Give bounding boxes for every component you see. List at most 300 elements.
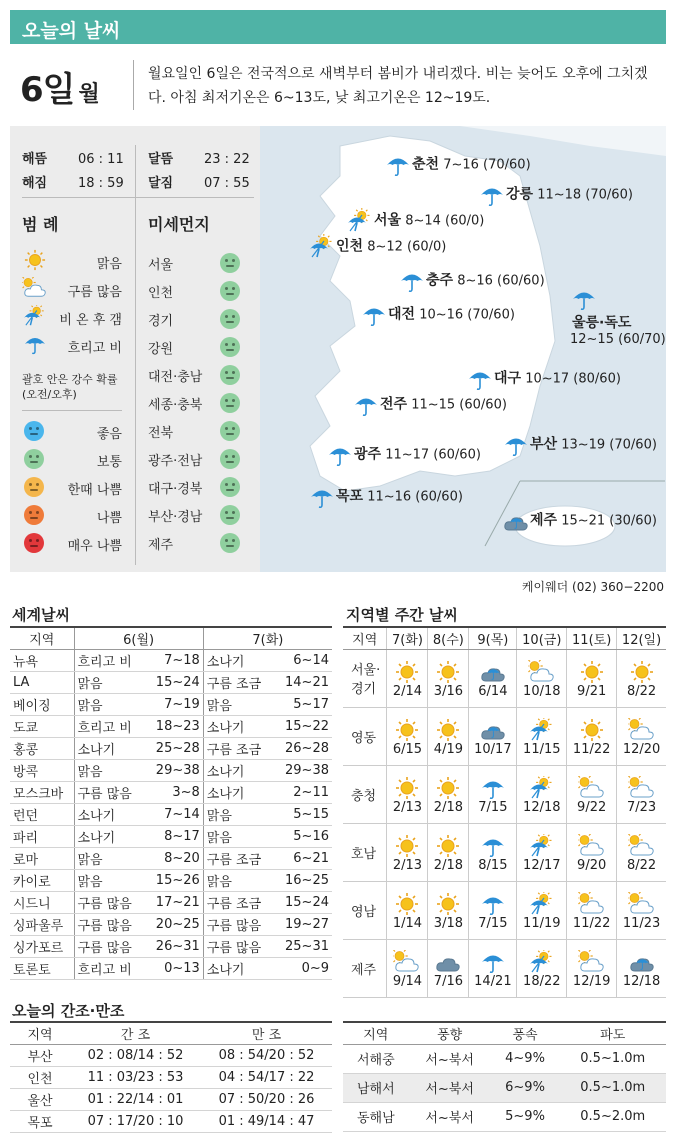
dust-face-icon [220, 421, 240, 441]
weekly-cell [517, 881, 567, 939]
header-title: 오늘의 날씨 [22, 20, 121, 42]
world-header-day2: 7(화) [203, 627, 332, 649]
legend-icon [22, 333, 48, 357]
umbrella-icon [502, 432, 530, 458]
world-cell: 맑음 [203, 869, 274, 891]
fine-dust-row [148, 502, 246, 528]
dust-level-label: 좋음 [96, 427, 122, 442]
weekly-cell [387, 939, 428, 997]
map-city-name: 대전 [388, 306, 416, 323]
world-cell: 맑음 [74, 759, 145, 781]
sea-cell: 서~북서 [409, 1044, 491, 1073]
probability-note: 괄호 안은 강수 확률 (오전/오후) [22, 373, 118, 401]
world-cell: 26~28 [274, 737, 332, 759]
world-cell: 16~25 [274, 869, 332, 891]
weekly-cell [387, 765, 428, 823]
table-row [343, 939, 666, 997]
weekly-temp: 10/18 [523, 683, 561, 699]
world-cell: 14~21 [274, 671, 332, 693]
map-city-value: 8~16 (60/60) [453, 273, 545, 289]
fine-dust-row [148, 334, 246, 360]
table-row [10, 891, 332, 913]
weekly-cell [567, 765, 617, 823]
map-city-name: 울릉·독도 [572, 315, 632, 331]
moonset: 달짐 07 : 55 [148, 176, 250, 191]
dust-level-item [22, 530, 122, 556]
world-cell: 카이로 [10, 869, 74, 891]
dust-level-label: 나쁨 [96, 511, 122, 526]
weekly-temp: 6/15 [392, 741, 423, 757]
legend-label: 구름 많음 [67, 285, 122, 300]
world-cell: 시드니 [10, 891, 74, 913]
fine-dust-region: 세종·충북 [148, 398, 203, 413]
fine-dust-row [148, 362, 246, 388]
map-city [570, 286, 666, 347]
weekly-cell [469, 939, 517, 997]
world-weather-title: 세계날씨 [12, 606, 70, 624]
weekly-header: 11(토) [567, 627, 617, 649]
fine-dust-region: 전북 [148, 426, 174, 441]
world-cell: LA [10, 671, 74, 693]
map-city-value: 8~12 (60/0) [363, 239, 447, 255]
table-row [10, 671, 332, 693]
world-cell: 15~24 [274, 891, 332, 913]
weekly-cell [617, 649, 666, 707]
umbrella-icon [479, 776, 507, 800]
tide-cell: 울산 [10, 1088, 70, 1110]
map-city [398, 268, 545, 294]
world-cell: 런던 [10, 803, 74, 825]
sea-cell: 동해남 [343, 1102, 409, 1131]
umbrella-icon [466, 366, 494, 392]
umbrella-icon [479, 950, 507, 974]
sun-icon [578, 660, 606, 684]
table-row [10, 1066, 332, 1088]
weekly-cell [428, 765, 469, 823]
weekly-region: 제주 [343, 939, 387, 997]
table-row [10, 803, 332, 825]
weekly-weather-title: 지역별 주간 날씨 [346, 606, 458, 624]
cloud-icon [434, 950, 462, 974]
fine-dust-row [148, 250, 246, 276]
weekly-temp: 11/19 [523, 915, 561, 931]
fine-dust-row [148, 306, 246, 332]
cloud-sun-icon [578, 950, 606, 974]
weekly-temp: 9/21 [577, 683, 607, 699]
world-cell: 20~25 [145, 913, 204, 935]
rain-then-clear-icon [528, 776, 556, 800]
table-row [10, 825, 332, 847]
date-day: 6일 [20, 70, 75, 110]
map-city-icon [502, 432, 530, 458]
world-cell: 소나기 [203, 781, 274, 803]
world-cell: 맑음 [203, 693, 274, 715]
dust-face-icon [24, 477, 44, 497]
cloud-sun-icon [393, 950, 421, 974]
fine-dust-region: 강원 [148, 342, 174, 357]
map-city-value: 11~16 (60/60) [363, 489, 463, 505]
weekly-cell [517, 649, 567, 707]
sea-cell: 5~9% [491, 1102, 560, 1131]
weekly-cell [617, 881, 666, 939]
world-cell: 로마 [10, 847, 74, 869]
world-cell: 맑음 [74, 847, 145, 869]
weekly-cell [387, 649, 428, 707]
weekly-cell [567, 939, 617, 997]
sun-icon [628, 660, 656, 684]
tide-cell: 부산 [10, 1044, 70, 1066]
sea-header: 풍향 [409, 1022, 491, 1044]
map-city [352, 392, 507, 418]
world-cell: 6~21 [274, 847, 332, 869]
world-cell: 25~28 [145, 737, 204, 759]
tide-cell: 07 : 50/20 : 26 [201, 1088, 332, 1110]
weekly-cell [617, 707, 666, 765]
world-cell: 흐리고 비 [74, 957, 145, 979]
table-row [343, 1044, 666, 1073]
world-cell: 방콕 [10, 759, 74, 781]
weekly-temp: 8/22 [626, 857, 657, 873]
dust-face-icon [220, 393, 240, 413]
sun-icon [434, 660, 462, 684]
weekly-region: 영동 [343, 707, 387, 765]
weekly-temp: 7/16 [433, 973, 463, 989]
legend-icon [22, 249, 48, 273]
world-cell: 구름 조금 [203, 737, 274, 759]
map-city-name: 인천 [336, 238, 364, 255]
table-row [10, 1088, 332, 1110]
sun-icon [22, 249, 48, 271]
tide-cell: 08 : 54/20 : 52 [201, 1044, 332, 1066]
table-row [10, 957, 332, 979]
tide-cell: 02 : 08/14 : 52 [70, 1044, 201, 1066]
map-city-value: 8~14 (60/0) [401, 213, 485, 229]
dust-level-item [22, 446, 122, 472]
moonrise: 달뜸 23 : 22 [148, 152, 250, 167]
world-cell: 15~24 [145, 671, 204, 693]
map-city-name: 대구 [494, 370, 522, 387]
world-cell: 15~26 [145, 869, 204, 891]
dust-level-item [22, 474, 122, 500]
weekly-header: 12(일) [617, 627, 666, 649]
weekly-cell [617, 765, 666, 823]
weekly-temp: 14/21 [474, 973, 512, 989]
fine-dust-region: 서울 [148, 258, 174, 273]
world-cell: 19~27 [274, 913, 332, 935]
map-city-value: 11~18 (70/60) [533, 187, 633, 203]
world-cell: 29~38 [145, 759, 204, 781]
weekly-cell [517, 765, 567, 823]
umbrella-icon [352, 392, 380, 418]
date-display [20, 62, 99, 111]
map-city-name: 제주 [530, 512, 558, 529]
world-cell: 도쿄 [10, 715, 74, 737]
umbrella-icon [479, 892, 507, 916]
rain-then-clear-icon [528, 834, 556, 858]
map-city [384, 152, 531, 178]
world-cell: 맑음 [74, 671, 145, 693]
tide-header-low: 간 조 [70, 1022, 201, 1044]
weekly-temp: 2/18 [433, 799, 463, 815]
map-city-icon [360, 302, 388, 328]
world-cell: 홍콩 [10, 737, 74, 759]
fine-dust-region: 인천 [148, 286, 174, 301]
sun-icon [393, 776, 421, 800]
map-city-icon [398, 268, 426, 294]
weekly-temp: 8/22 [626, 683, 657, 699]
tide-table [10, 1021, 332, 1133]
rain-then-clear-icon [346, 208, 374, 234]
weekly-temp: 1/14 [392, 915, 423, 931]
table-row [10, 693, 332, 715]
weekly-temp: 9/22 [577, 799, 607, 815]
weekly-cell [617, 939, 666, 997]
weekly-cell [469, 707, 517, 765]
map-city [308, 484, 463, 510]
table-row [10, 1044, 332, 1066]
dust-face-icon [24, 421, 44, 441]
dust-face-icon [220, 281, 240, 301]
table-row [10, 715, 332, 737]
weekly-temp: 6/14 [478, 683, 508, 699]
world-cell: 베이징 [10, 693, 74, 715]
weather-summary: 월요일인 6일은 전국적으로 새벽부터 봄비가 내리겠다. 비는 늦어도 오후에 그치겠다. 아침 최저기온은 6~13도, 낮 최고기온은 12~19도. [148, 66, 648, 106]
map-city-icon [326, 442, 354, 468]
world-cell: 구름 많음 [74, 781, 145, 803]
weekly-cell [567, 649, 617, 707]
dust-face-icon [220, 253, 240, 273]
sea-cell: 0.5~1.0m [559, 1044, 666, 1073]
weekly-temp: 8/15 [478, 857, 508, 873]
world-cell: 모스크바 [10, 781, 74, 803]
rain-then-clear-icon [22, 305, 48, 327]
world-cell: 맑음 [74, 869, 145, 891]
table-row [343, 649, 666, 707]
table-row [343, 881, 666, 939]
cloud-sun-icon [578, 834, 606, 858]
map-city [502, 432, 657, 458]
cloud-sun-icon [628, 776, 656, 800]
map-city [466, 366, 621, 392]
cloud-rain-icon [502, 508, 530, 534]
weekly-temp: 12/19 [572, 973, 611, 989]
weekly-temp: 18/22 [523, 973, 561, 989]
world-cell: 7~18 [145, 649, 204, 671]
world-cell: 구름 조금 [203, 847, 274, 869]
map-city-value: 15~21 (30/60) [557, 513, 657, 529]
weekly-cell [387, 707, 428, 765]
sea-table [343, 1021, 666, 1132]
rain-then-clear-icon [528, 892, 556, 916]
weekly-temp: 12/18 [622, 973, 661, 989]
rain-then-clear-icon [528, 718, 556, 742]
world-cell: 15~22 [274, 715, 332, 737]
world-header-day1: 6(월) [74, 627, 203, 649]
world-cell: 싱가포르 [10, 935, 74, 957]
weekly-temp: 2/14 [392, 683, 423, 699]
map-city-icon [384, 152, 412, 178]
legend-label: 맑음 [96, 257, 122, 272]
table-row [10, 781, 332, 803]
map-city-icon [478, 182, 506, 208]
weekly-cell [469, 649, 517, 707]
world-cell: 뉴욕 [10, 649, 74, 671]
tide-cell: 04 : 54/17 : 22 [201, 1066, 332, 1088]
world-cell: 25~31 [274, 935, 332, 957]
weekly-header: 지역 [343, 627, 387, 649]
weekly-temp: 7/15 [478, 915, 508, 931]
tide-header-region: 지역 [10, 1022, 70, 1044]
umbrella-icon [308, 484, 336, 510]
world-cell: 흐리고 비 [74, 649, 145, 671]
dust-level-item [22, 502, 122, 528]
fine-dust-row [148, 418, 246, 444]
weekly-temp: 9/20 [577, 857, 607, 873]
fine-dust-row [148, 278, 246, 304]
cloud-rain-icon [479, 718, 507, 742]
fine-dust-title: 미세먼지 [148, 215, 210, 234]
weekly-temp: 9/14 [392, 973, 423, 989]
legend-item [22, 332, 122, 358]
fine-dust-region: 대전·충남 [148, 370, 203, 385]
legend-label: 비 온 후 갬 [59, 313, 122, 328]
sea-cell: 0.5~2.0m [559, 1102, 666, 1131]
sea-cell: 0.5~1.0m [559, 1073, 666, 1102]
date-weekday: 월 [78, 82, 99, 107]
tide-cell: 11 : 03/23 : 53 [70, 1066, 201, 1088]
fine-dust-row [148, 390, 246, 416]
weekly-cell [469, 765, 517, 823]
weekly-temp: 3/18 [433, 915, 463, 931]
table-row [343, 1073, 666, 1102]
world-cell: 소나기 [74, 825, 145, 847]
legend-label: 흐리고 비 [67, 341, 122, 356]
weekly-region: 서울· 경기 [343, 649, 387, 707]
umbrella-icon [478, 182, 506, 208]
world-cell: 5~17 [274, 693, 332, 715]
map-city-value: 7~16 (70/60) [439, 157, 531, 173]
fine-dust-region: 경기 [148, 314, 174, 329]
weekly-region: 호남 [343, 823, 387, 881]
fine-dust-region: 대구·경북 [148, 482, 203, 497]
weekly-temp: 7/23 [626, 799, 657, 815]
map-city-icon [308, 484, 336, 510]
table-row [10, 649, 332, 671]
weekly-cell [428, 707, 469, 765]
weekly-region: 충청 [343, 765, 387, 823]
map-city-name: 전주 [380, 396, 408, 413]
world-cell: 소나기 [74, 737, 145, 759]
weekly-cell [567, 823, 617, 881]
table-row [10, 869, 332, 891]
world-cell: 흐리고 비 [74, 715, 145, 737]
sea-cell: 남해서 [343, 1073, 409, 1102]
sun-icon [434, 892, 462, 916]
legend-item [22, 248, 122, 274]
fine-dust-region: 광주·전남 [148, 454, 203, 469]
dust-level-label: 매우 나쁨 [67, 539, 122, 554]
weekly-header: 7(화) [387, 627, 428, 649]
world-cell: 6~14 [274, 649, 332, 671]
weekly-cell [469, 881, 517, 939]
cloud-sun-icon [628, 834, 656, 858]
dust-face-icon [220, 309, 240, 329]
world-cell: 17~21 [145, 891, 204, 913]
weekly-temp: 11/23 [622, 915, 661, 931]
world-cell: 0~13 [145, 957, 204, 979]
sun-icon [578, 718, 606, 742]
table-row [10, 935, 332, 957]
sun-icon [393, 718, 421, 742]
cloud-sun-icon [578, 776, 606, 800]
world-cell: 소나기 [203, 715, 274, 737]
tide-cell: 목포 [10, 1110, 70, 1132]
dust-face-icon [220, 337, 240, 357]
cloud-sun-icon [578, 892, 606, 916]
table-row [343, 765, 666, 823]
header-divider [133, 60, 134, 110]
map-city-name: 강릉 [506, 186, 534, 203]
weekly-temp: 11/22 [572, 741, 611, 757]
weekly-temp: 11/15 [523, 741, 561, 757]
map-city-icon [502, 508, 530, 534]
world-cell: 구름 많음 [74, 913, 145, 935]
map-city-name: 부산 [530, 436, 558, 453]
world-cell: 소나기 [203, 649, 274, 671]
map-city-value: 10~17 (80/60) [521, 371, 621, 387]
dust-face-icon [220, 477, 240, 497]
table-row [10, 737, 332, 759]
tide-cell: 인천 [10, 1066, 70, 1088]
map-city-icon [308, 234, 336, 260]
legend-item [22, 304, 122, 330]
world-cell: 8~20 [145, 847, 204, 869]
weekly-temp: 12/18 [523, 799, 561, 815]
umbrella-icon [22, 333, 48, 355]
legend-icon [22, 277, 48, 301]
weekly-cell [428, 649, 469, 707]
sun-icon [434, 718, 462, 742]
fine-dust-row [148, 530, 246, 556]
world-cell: 구름 조금 [203, 891, 274, 913]
world-cell: 7~19 [145, 693, 204, 715]
world-weather-table [10, 626, 332, 980]
fine-dust-row [148, 474, 246, 500]
fine-dust-region: 제주 [148, 538, 174, 553]
fine-dust-region: 부산·경남 [148, 510, 203, 525]
dust-face-icon [220, 505, 240, 525]
weekly-header: 10(금) [517, 627, 567, 649]
map-city-name: 광주 [354, 446, 382, 463]
dust-level-label: 한때 나쁨 [67, 483, 122, 498]
map-city-icon [466, 366, 494, 392]
world-header-region: 지역 [10, 627, 74, 649]
sun-icon [434, 834, 462, 858]
legend-icon [22, 305, 48, 329]
table-row [10, 759, 332, 781]
map-city-name: 목포 [336, 488, 364, 505]
map-city [308, 234, 446, 260]
map-city-value: 13~19 (70/60) [557, 437, 657, 453]
map-city [478, 182, 633, 208]
sea-cell: 6~9% [491, 1073, 560, 1102]
dust-face-icon [220, 365, 240, 385]
world-cell: 구름 많음 [74, 891, 145, 913]
world-cell: 파리 [10, 825, 74, 847]
table-row [343, 1102, 666, 1131]
world-cell: 구름 많음 [203, 913, 274, 935]
note-divider [22, 410, 122, 411]
